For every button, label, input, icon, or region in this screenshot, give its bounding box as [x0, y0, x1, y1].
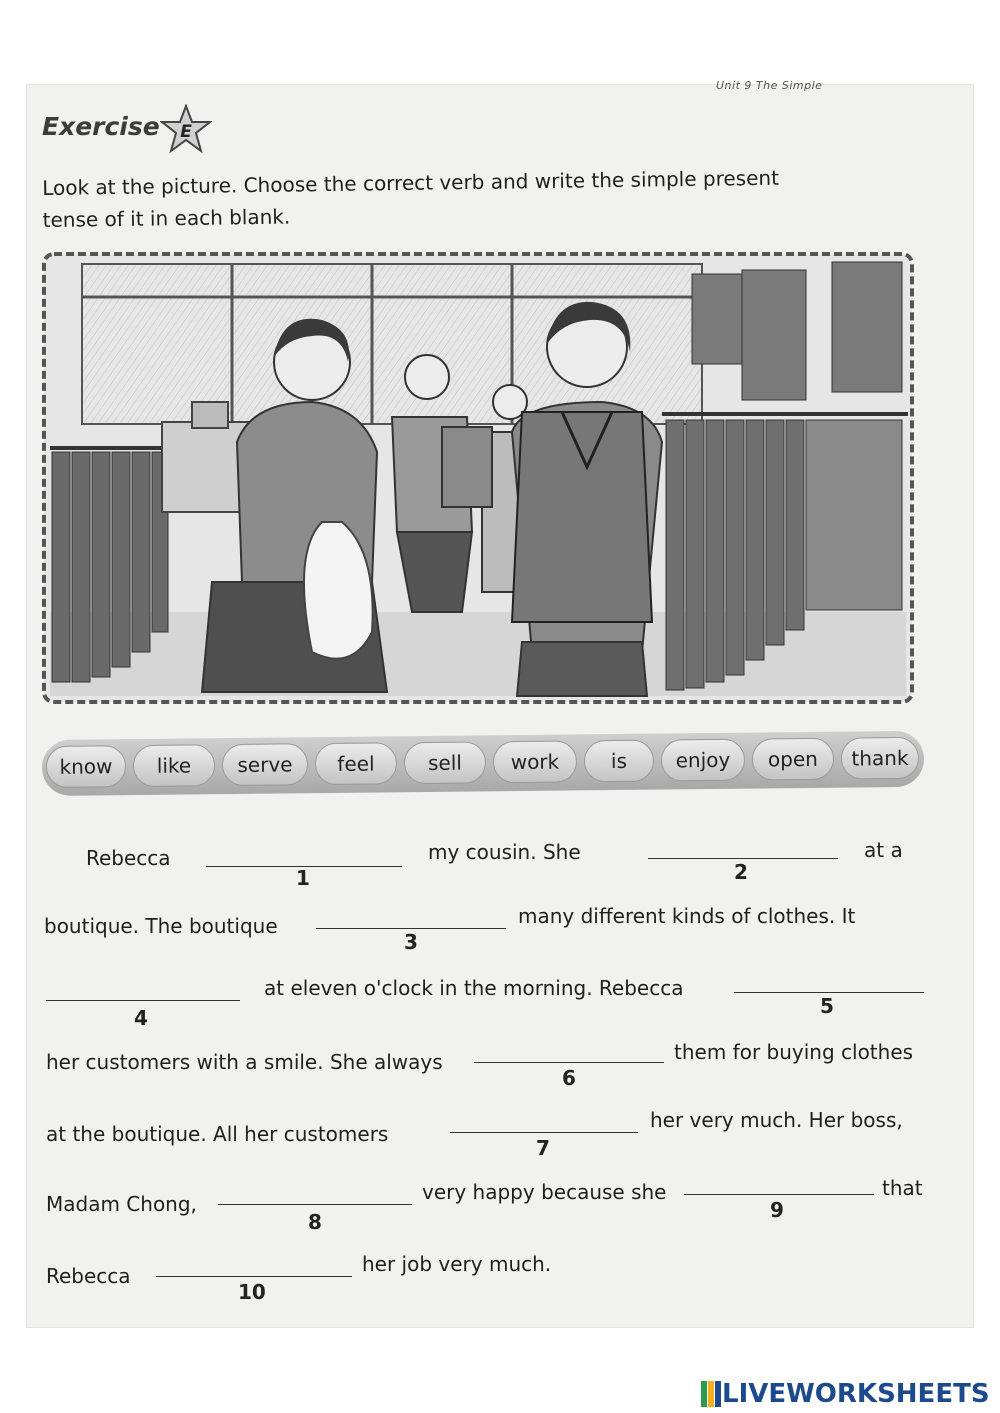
- blank-number-7: 7: [536, 1136, 550, 1160]
- instructions-line-1: Look at the picture. Choose the correct verb and write the simple present: [42, 165, 780, 200]
- answer-blank-10[interactable]: [156, 1276, 352, 1277]
- answer-blank-5[interactable]: [734, 992, 924, 993]
- word-chip-serve: serve: [222, 743, 308, 786]
- passage-text: her customers with a smile. She always: [46, 1050, 443, 1074]
- blank-number-4: 4: [134, 1006, 148, 1030]
- blank-number-5: 5: [820, 994, 834, 1018]
- passage-text: Madam Chong,: [46, 1192, 197, 1216]
- passage-text: at a: [864, 838, 903, 862]
- passage-text: them for buying clothes: [674, 1040, 914, 1064]
- blank-number-1: 1: [296, 866, 310, 890]
- passage-text: my cousin. She: [428, 840, 581, 864]
- word-chip-like: like: [133, 744, 215, 787]
- word-bank: [42, 731, 925, 796]
- passage-text: very happy because she: [422, 1180, 667, 1204]
- word-chip-know: know: [46, 745, 126, 788]
- word-chip-open: open: [752, 738, 834, 781]
- liveworksheets-logo: [700, 1376, 990, 1412]
- passage-text: her very much. Her boss,: [650, 1108, 903, 1132]
- instructions-line-2: tense of it in each blank.: [42, 204, 291, 232]
- liveworksheets-brand: LIVEWORKSHEETS: [722, 1379, 990, 1409]
- passage-text: at the boutique. All her customers: [46, 1122, 389, 1146]
- passage-text: Rebecca: [86, 846, 171, 870]
- unit-header: Unit 9 The Simple: [716, 79, 823, 92]
- exercise-title: Exercise: [42, 112, 160, 141]
- word-chip-is: is: [584, 740, 654, 783]
- word-chip-feel: feel: [315, 742, 397, 785]
- star-badge-icon: [160, 104, 212, 156]
- answer-blank-7[interactable]: [450, 1132, 638, 1133]
- liveworksheets-logo-icon: [700, 1379, 722, 1409]
- word-chip-work: work: [493, 740, 577, 783]
- answer-blank-8[interactable]: [218, 1204, 412, 1205]
- boutique-illustration: [42, 252, 914, 704]
- passage-text: Rebecca: [46, 1264, 131, 1288]
- passage-text: that: [882, 1176, 923, 1200]
- answer-blank-6[interactable]: [474, 1062, 664, 1063]
- word-chip-sell: sell: [404, 741, 486, 784]
- word-chip-enjoy: enjoy: [661, 739, 745, 782]
- blank-number-3: 3: [404, 930, 418, 954]
- exercise-badge-letter: E: [180, 122, 192, 142]
- answer-blank-3[interactable]: [316, 928, 506, 929]
- blank-number-8: 8: [308, 1210, 322, 1234]
- passage-text: boutique. The boutique: [44, 914, 278, 938]
- answer-blank-4[interactable]: [46, 1000, 240, 1001]
- passage-text: many different kinds of clothes. It: [518, 904, 856, 928]
- instructions: [42, 160, 923, 236]
- answer-blank-2[interactable]: [648, 858, 838, 859]
- word-chip-thank: thank: [841, 737, 919, 780]
- passage-text: at eleven o'clock in the morning. Rebecca: [264, 976, 684, 1000]
- passage-text: her job very much.: [362, 1252, 552, 1276]
- blank-number-6: 6: [562, 1066, 576, 1090]
- blank-number-2: 2: [734, 860, 748, 884]
- blank-number-9: 9: [770, 1198, 784, 1222]
- answer-blank-9[interactable]: [684, 1194, 874, 1195]
- blank-number-10: 10: [238, 1280, 266, 1304]
